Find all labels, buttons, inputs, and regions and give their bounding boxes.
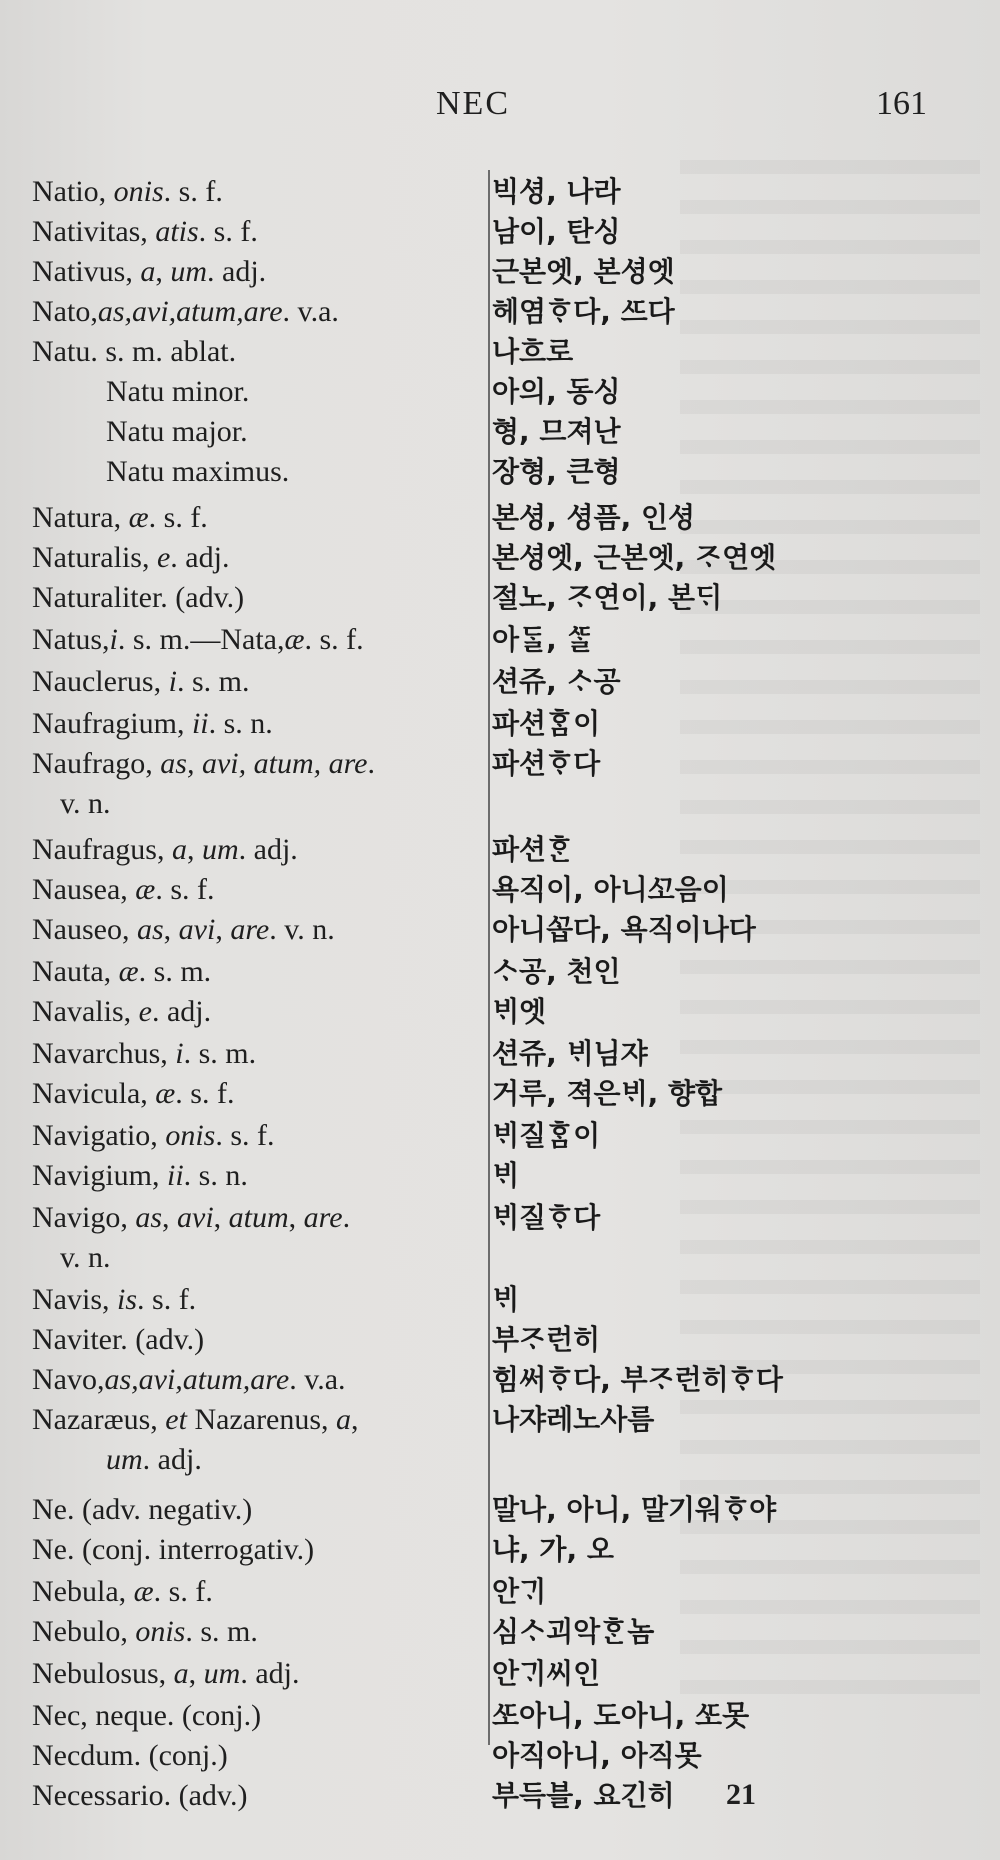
latin-text-part: onis [113,175,164,208]
latin-headword [32,1776,247,1816]
latin-text-part: um [203,1657,241,1690]
dictionary-entry [0,1034,1000,1074]
latin-headword [32,212,258,252]
dictionary-entry [0,498,1000,538]
dictionary-entry [0,212,1000,252]
korean-gloss: 안ᄀᆡ씨인 [492,1657,601,1690]
dictionary-entry [0,1654,1000,1694]
dictionary-entry [0,332,1000,372]
latin-headword [32,538,229,578]
dictionary-entry [0,870,1000,910]
latin-text-part: Nebula, [32,1575,134,1608]
korean-gloss: ᄉᆞ공, 천인 [492,955,621,988]
latin-text-part: Nazarenus, [186,1403,337,1436]
latin-text-part: , [163,913,179,946]
page-header [0,85,1000,125]
latin-text-part: , [288,1201,304,1234]
dictionary-entry [0,1696,1000,1736]
dictionary-entry [0,172,1000,212]
latin-text-part: . v.a. [282,295,339,328]
latin-headword [32,830,298,870]
latin-text-part: . s. m.—Nata, [117,623,285,656]
latin-text-part: Navigium, [32,1159,167,1192]
latin-text-part: . s. f. [304,623,364,656]
latin-text-part: as [135,1201,163,1234]
korean-gloss: 장형, 큰형 [492,455,621,488]
running-head: NEC [436,85,510,122]
latin-headword [32,620,364,660]
latin-text-part: Nebulo, [32,1615,136,1648]
latin-headword [60,1238,111,1278]
dictionary-entry [0,1280,1000,1320]
dictionary-entry [0,578,1000,618]
latin-text-part: . s. f. [175,1077,235,1110]
latin-text-part: v. n. [60,787,111,820]
latin-text-part: ii [191,707,209,740]
latin-headword [32,704,273,744]
latin-text-part: Navarchus, [32,1037,176,1070]
dictionary-entry [0,1238,1000,1278]
latin-text-part: , [162,1201,178,1234]
korean-gloss: 파션ᄒᆞ다 [492,747,601,780]
latin-text-part: , [213,1201,229,1234]
latin-text-part: . s. f. [155,873,215,906]
latin-headword [32,1530,314,1570]
latin-text-part: as,avi,atum,are [97,295,283,328]
latin-headword [106,372,249,412]
latin-headword [32,1320,204,1360]
latin-text-part: ii [167,1159,184,1192]
latin-text-part: æ [133,1575,154,1608]
latin-headword [32,332,236,372]
latin-headword [32,1490,252,1530]
dictionary-entry [0,1530,1000,1570]
latin-headword [32,952,211,992]
dictionary-entry [0,704,1000,744]
latin-text-part: Navicula, [32,1077,156,1110]
latin-text-part: as [136,913,164,946]
latin-headword [32,1156,248,1196]
dictionary-entry [0,1572,1000,1612]
korean-gloss: ᄇᆡ [492,1283,520,1316]
latin-text-part: Naturaliter. (adv.) [32,581,245,614]
latin-headword [32,744,375,784]
dictionary-entry [0,1440,1000,1480]
latin-headword [32,992,211,1032]
dictionary-entry [0,952,1000,992]
latin-text-part: Navigatio, [32,1119,166,1152]
latin-text-part: Nebulosus, [32,1657,174,1690]
latin-text-part: Nativitas, [32,215,156,248]
latin-text-part: Naturalis, [32,541,157,574]
latin-text-part: æ [284,623,305,656]
latin-text-part: Natura, [32,501,129,534]
latin-text-part: i [109,623,118,656]
latin-text-part: . s. f. [198,215,258,248]
korean-gloss: 션쥬, ᄉᆞ공 [492,665,621,698]
latin-text-part: a [173,1657,189,1690]
latin-text-part: e [156,541,171,574]
latin-text-part: Nazaræus, [32,1403,166,1436]
latin-text-part: Natus, [32,623,110,656]
dictionary-entry [0,1074,1000,1114]
latin-text-part: , [188,1657,204,1690]
korean-gloss: 부득블, 요긴히 [492,1779,675,1812]
latin-text-part: . v. n. [269,913,335,946]
latin-text-part: . s. f. [215,1119,275,1152]
dictionary-entry [0,452,1000,492]
dictionary-entry [0,538,1000,578]
latin-text-part: Navo, [32,1363,105,1396]
latin-text-part: Necessario. (adv.) [32,1779,248,1812]
dictionary-entry [0,1156,1000,1196]
dictionary-entry [0,992,1000,1032]
latin-text-part: avi [177,1201,214,1234]
latin-text-part: et [165,1403,187,1436]
latin-text-part: . s. f. [163,175,223,208]
korean-gloss: 힘써ᄒᆞ다, 부ᄌᆞ런히ᄒᆞ다 [492,1363,783,1396]
latin-text-part: as,avi,atum,are [104,1363,290,1396]
dictionary-entry [0,1400,1000,1440]
latin-text-part: . s. m. [176,665,250,698]
dictionary-entry [0,1736,1000,1776]
korean-gloss: 부ᄌᆞ런히 [492,1323,601,1356]
korean-gloss: ᄇᆡ엣 [492,995,547,1028]
latin-headword [32,172,223,212]
latin-text-part: æ [128,501,149,534]
signature-mark: 21 [726,1778,756,1811]
latin-text-part: a [336,1403,352,1436]
latin-text-part: æ [118,955,139,988]
latin-text-part: . s. n. [183,1159,248,1192]
korean-gloss: 아니ᄭᅩᆸ다, 욕직이나다 [492,913,756,946]
latin-text-part: v. n. [60,1241,111,1274]
latin-text-part: . s. f. [148,501,208,534]
latin-text-part: Nativus, [32,255,141,288]
latin-headword [60,784,111,824]
dictionary-entry [0,372,1000,412]
latin-text-part: Natu major. [106,415,248,448]
latin-headword [32,662,249,702]
latin-text-part: um [170,255,207,288]
latin-headword [106,452,289,492]
korean-gloss: 안ᄀᆡ [492,1575,547,1608]
latin-text-part: æ [155,1077,176,1110]
latin-text-part: Ne. (adv. negativ.) [32,1493,253,1526]
latin-headword [32,1074,234,1114]
latin-text-part: , [351,1403,359,1436]
latin-text-part: Nato, [32,295,98,328]
korean-gloss: ᄇᆡ질ᄒᆞᆷ이 [492,1119,601,1152]
dictionary-entry [0,292,1000,332]
latin-text-part: Nauseo, [32,913,137,946]
latin-text-part: is [117,1283,138,1316]
korean-gloss: 파션ᄒᆞᆫ [492,833,574,866]
dictionary-entry [0,1116,1000,1156]
latin-headword [32,910,335,950]
dictionary-entry [0,1776,1000,1816]
korean-gloss: 파션ᄒᆞᆷ이 [492,707,601,740]
latin-text-part: are [303,1201,343,1234]
latin-text-part: e [138,995,152,1028]
latin-text-part: Nec, neque. (conj.) [32,1699,262,1732]
latin-text-part: as, avi, atum, are [160,747,368,780]
korean-gloss: 절노, ᄌᆞ연이, 본ᄃᆡ [492,581,723,614]
latin-text-part: atum [228,1201,289,1234]
korean-gloss: 아ᄃᆞᆯ, ᄯᆞᆯ [492,623,594,656]
latin-text-part: Ne. (conj. interrogativ.) [32,1533,315,1566]
latin-text-part: . [342,1201,351,1234]
korean-gloss: ᄇᆡ [492,1159,520,1192]
latin-text-part: . adj. [151,995,212,1028]
latin-text-part: Nauta, [32,955,119,988]
dictionary-entry [0,784,1000,824]
dictionary-entry [0,412,1000,452]
latin-text-part: onis [135,1615,186,1648]
latin-text-part: . adj. [170,541,230,574]
korean-gloss: 거루, 젹은ᄇᆡ, 향합 [492,1077,723,1110]
korean-gloss: 본셩, 셩픔, 인셩 [492,501,696,534]
latin-text-part: Natio, [32,175,114,208]
latin-headword [32,1654,300,1694]
latin-text-part: , [215,913,231,946]
korean-gloss: 본셩엣, 근본엣, ᄌᆞ연엣 [492,541,777,574]
latin-text-part: . [367,747,375,780]
latin-text-part: . s. m. [183,1037,257,1070]
latin-text-part: . s. f. [153,1575,213,1608]
dictionary-entry [0,620,1000,660]
korean-gloss: 아의, 동싱 [492,375,621,408]
latin-headword [32,1400,359,1440]
latin-text-part: atis [155,215,199,248]
latin-text-part: a [171,833,187,866]
latin-text-part: . adj. [238,833,298,866]
korean-gloss: ᄯᅩ아니, 도아니, ᄯᅩ못 [492,1699,750,1732]
latin-text-part: a [140,255,156,288]
latin-headword [32,498,208,538]
latin-headword [32,1034,256,1074]
korean-gloss: 심ᄉᆞ괴악ᄒᆞᆫ놈 [492,1615,655,1648]
latin-text-part: Naufragium, [32,707,192,740]
latin-text-part: . s. f. [137,1283,197,1316]
dictionary-entry [0,830,1000,870]
latin-headword [106,412,248,452]
dictionary-entry [0,252,1000,292]
korean-gloss: 나쟈레노사름 [492,1403,655,1436]
latin-text-part: Navis, [32,1283,117,1316]
latin-headword [32,578,244,618]
latin-headword [32,1280,196,1320]
latin-text-part: are [230,913,270,946]
latin-text-part: i [168,665,177,698]
latin-text-part: æ [135,873,156,906]
korean-gloss: 말나, 아니, 말기워ᄒᆞ야 [492,1493,777,1526]
latin-text-part: , [186,833,202,866]
latin-headword [32,1116,275,1156]
dictionary-entry [0,1490,1000,1530]
latin-headword [106,1440,202,1480]
latin-text-part: . adj. [207,255,267,288]
latin-text-part: Nauclerus, [32,665,169,698]
latin-headword [32,1360,346,1400]
latin-text-part: Natu minor. [106,375,250,408]
page-number: 161 [876,85,927,122]
dictionary-entry [0,910,1000,950]
latin-text-part: Navalis, [32,995,139,1028]
korean-gloss: 나흐로 [492,335,574,368]
latin-headword [32,1572,213,1612]
dictionary-entry [0,662,1000,702]
latin-headword [32,1612,258,1652]
latin-text-part: Naufragus, [32,833,172,866]
korean-gloss: 남이, 탄싱 [492,215,621,248]
latin-text-part: . s. m. [185,1615,258,1648]
latin-text-part: onis [165,1119,216,1152]
latin-headword [32,1198,350,1238]
latin-text-part: . adj. [142,1443,202,1476]
korean-gloss: 형, 므져난 [492,415,621,448]
latin-headword [32,870,214,910]
latin-text-part: Nausea, [32,873,136,906]
latin-text-part: Natu maximus. [106,455,290,488]
korean-gloss: ᄇᆡ질ᄒᆞ다 [492,1201,601,1234]
latin-text-part: avi [178,913,216,946]
latin-text-part: i [175,1037,184,1070]
latin-text-part: Natu. s. m. ablat. [32,335,237,368]
latin-text-part: Navigo, [32,1201,136,1234]
latin-headword [32,292,339,332]
latin-text-part: Naviter. (adv.) [32,1323,205,1356]
latin-text-part: Necdum. (conj.) [32,1739,228,1772]
latin-headword [32,1696,261,1736]
dictionary-entry [0,1360,1000,1400]
latin-text-part: . adj. [240,1657,300,1690]
latin-text-part: . v.a. [289,1363,346,1396]
latin-headword [32,1736,228,1776]
latin-text-part: um [106,1443,143,1476]
korean-gloss: 근본엣, 본셩엣 [492,255,675,288]
dictionary-entry [0,1198,1000,1238]
korean-gloss: 헤염ᄒᆞ다, ᄯᅳ다 [492,295,675,328]
korean-gloss: 션쥬, ᄇᆡ님쟈 [492,1037,648,1070]
korean-gloss: 아직아니, 아직못 [492,1739,702,1772]
dictionary-entry [0,744,1000,784]
latin-text-part: um [201,833,239,866]
dictionary-entry [0,1320,1000,1360]
korean-gloss: 빅셩, 나라 [492,175,621,208]
dictionary-entry [0,1612,1000,1652]
latin-text-part: , [155,255,171,288]
latin-headword [32,252,266,292]
latin-text-part: . s. m. [138,955,212,988]
korean-gloss: 욕직이, 아니ᄭᅩ음이 [492,873,729,906]
latin-text-part: . s. n. [208,707,273,740]
korean-gloss: 냐, 가, 오 [492,1533,614,1566]
latin-text-part: Naufrago, [32,747,161,780]
